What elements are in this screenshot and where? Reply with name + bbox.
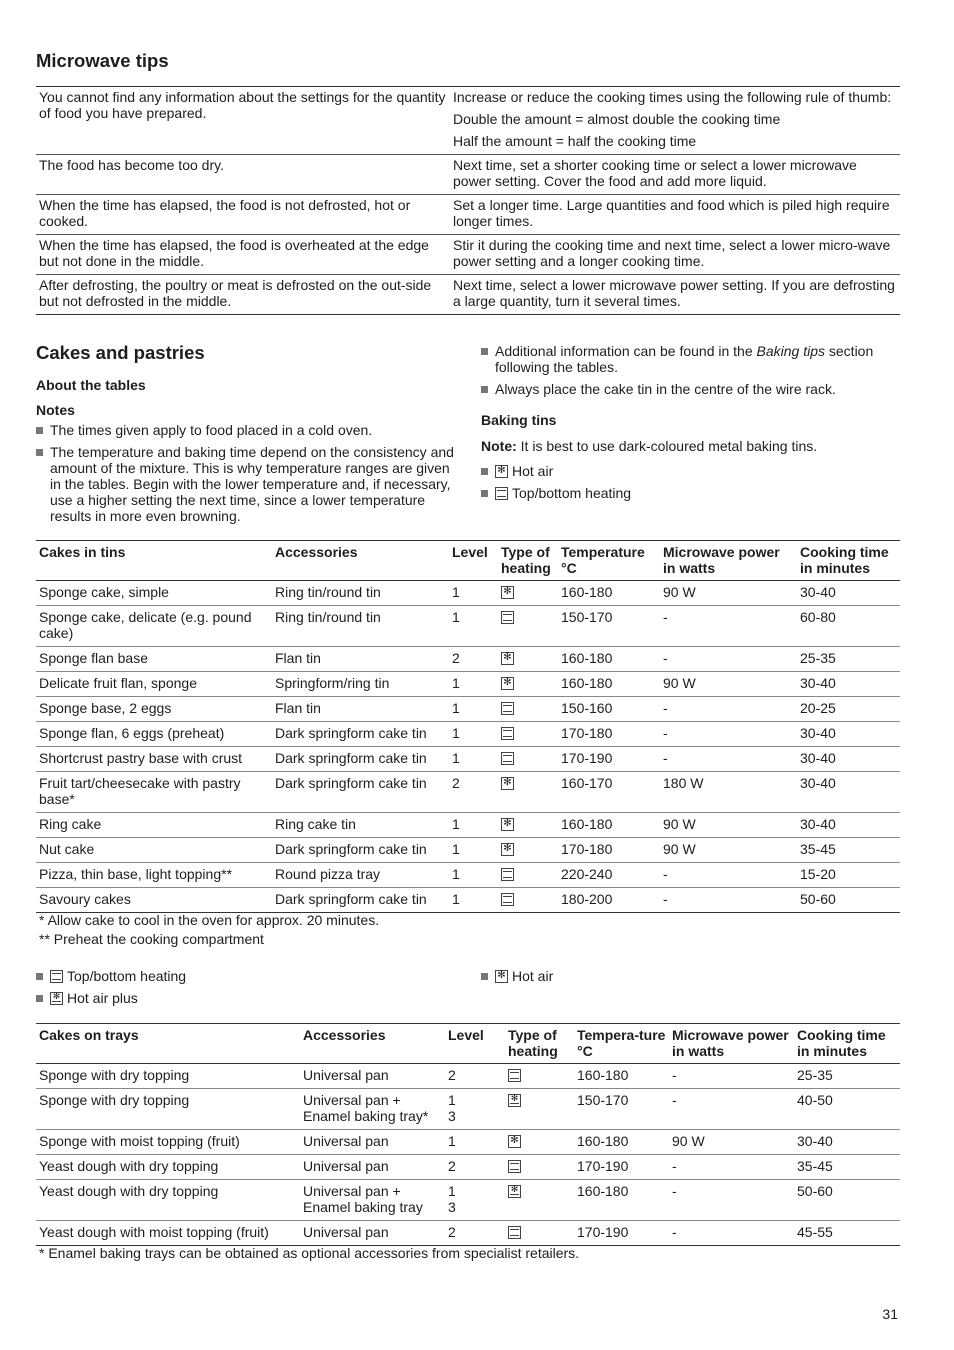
tip-advice <box>450 235 900 275</box>
level-cell: 1 3 <box>445 1180 505 1221</box>
hot-air-plus-icon <box>508 1094 521 1107</box>
accessories-cell: Ring tin/round tin <box>275 584 381 600</box>
cooking-time-cell: 30-40 <box>797 813 900 838</box>
top-bottom-heating-icon <box>508 1226 521 1239</box>
column-header: Type of heating <box>498 541 558 581</box>
level-cell: 1 <box>449 606 498 647</box>
level-cell: 1 <box>449 863 498 888</box>
top-bottom-heating-icon <box>508 1069 521 1082</box>
hot-air-icon <box>495 970 508 983</box>
temperature-cell: 150-170 <box>558 606 660 647</box>
cooking-time-cell: 50-60 <box>797 888 900 913</box>
cooking-time-cell: 40-50 <box>794 1089 900 1130</box>
note-line: Note: It is best to use dark-coloured metal baking tins. <box>481 438 818 454</box>
cake-name-cell: Sponge cake, simple <box>39 584 169 600</box>
table-row <box>36 1221 900 1246</box>
temperature-cell: 160-180 <box>558 813 660 838</box>
microwave-power-cell: - <box>660 747 797 772</box>
level-cell: 1 3 <box>445 1089 505 1130</box>
level-cell: 2 <box>448 1067 456 1083</box>
hot-air-plus-icon <box>50 992 63 1005</box>
cake-name-cell: Sponge base, 2 eggs <box>36 697 272 722</box>
cooking-time-cell: 30-40 <box>797 672 900 697</box>
cake-name-cell: Sponge cake, delicate (e.g. pound cake) <box>36 606 272 647</box>
microwave-power-cell: - <box>660 863 797 888</box>
hot-air-icon <box>501 777 514 790</box>
legend-top-bottom: Top/bottom heating <box>36 968 186 984</box>
cooking-time-cell: 35-45 <box>797 838 900 863</box>
heating-type-cell <box>498 581 558 606</box>
accessories-cell: Flan tin <box>272 697 449 722</box>
microwave-power-cell: - <box>660 606 797 647</box>
temperature-cell: 220-240 <box>558 863 660 888</box>
microwave-power-cell: - <box>669 1155 794 1180</box>
cooking-time-cell: 35-45 <box>794 1155 900 1180</box>
temperature-cell: 170-190 <box>574 1155 669 1180</box>
heating-legend-1 <box>481 463 631 507</box>
top-bottom-heating-icon <box>501 611 514 624</box>
table-row <box>36 722 900 747</box>
accessories-cell: Round pizza tray <box>272 863 449 888</box>
microwave-tips-heading: Microwave tips <box>36 50 169 71</box>
tips-row <box>36 155 900 195</box>
heating-type-cell <box>505 1089 574 1130</box>
cooking-time-cell: 30-40 <box>794 1130 900 1155</box>
tip-problem: When the time has elapsed, the food is not defrosted, hot or cooked. <box>36 195 450 235</box>
microwave-power-cell: 90 W <box>669 1130 794 1155</box>
table-row <box>36 1064 900 1089</box>
hot-air-icon <box>508 1135 521 1148</box>
accessories-cell: Universal pan <box>303 1067 389 1083</box>
cakes-on-trays-table <box>36 1023 900 1246</box>
column-header: Cakes in tins <box>36 541 272 581</box>
microwave-power-cell: 90 W <box>660 813 797 838</box>
page-number: 31 <box>882 1306 898 1322</box>
cake-name-cell: Savoury cakes <box>36 888 272 913</box>
table-row <box>36 697 900 722</box>
baking-tins-heading: Baking tins <box>481 412 557 428</box>
accessories-cell: Springform/ring tin <box>272 672 449 697</box>
tip-advice <box>450 195 900 235</box>
microwave-power-cell: - <box>660 697 797 722</box>
right-notes-list <box>481 343 900 403</box>
accessories-cell: Dark springform cake tin <box>272 888 449 913</box>
accessories-cell: Universal pan <box>300 1130 445 1155</box>
heating-type-cell <box>498 772 558 813</box>
table-row <box>36 772 900 813</box>
cakes-heading: Cakes and pastries <box>36 342 205 363</box>
temperature-cell: 160-180 <box>574 1130 669 1155</box>
level-cell: 1 <box>449 813 498 838</box>
cooking-time-cell: 30-40 <box>800 584 836 600</box>
table-row <box>36 606 900 647</box>
table-row <box>36 863 900 888</box>
level-cell: 1 <box>449 697 498 722</box>
table-row <box>36 747 900 772</box>
tip-problem: The food has become too dry. <box>36 155 450 195</box>
notes-heading: Notes <box>36 402 75 418</box>
column-header: Tempera-ture °C <box>574 1024 669 1064</box>
hot-air-plus-icon <box>508 1185 521 1198</box>
cake-name-cell: Sponge with moist topping (fruit) <box>36 1130 300 1155</box>
cake-name-cell: Sponge with dry topping <box>36 1089 300 1130</box>
heating-type-cell <box>498 647 558 672</box>
temperature-cell: 170-190 <box>574 1221 669 1246</box>
table-row <box>36 647 900 672</box>
heating-type-cell <box>498 863 558 888</box>
cake-name-cell: Yeast dough with dry topping <box>36 1180 300 1221</box>
accessories-cell: Dark springform cake tin <box>272 838 449 863</box>
top-bottom-heating-icon <box>501 893 514 906</box>
footnote: ** Preheat the cooking compartment <box>39 931 264 947</box>
tip-advice-line: Next time, set a shorter cooking time or select a lower microwave power setting. Cover the food and add more liquid. <box>453 157 857 189</box>
tip-problem: After defrosting, the poultry or meat is defrosted on the out-side but not defrosted in the middle. <box>36 275 450 315</box>
microwave-power-cell: - <box>660 888 797 913</box>
legend-hot-air-plus: ✻Hot air plus <box>36 990 186 1006</box>
level-cell: 2 <box>449 647 498 672</box>
temperature-cell: 180-200 <box>558 888 660 913</box>
microwave-power-cell: - <box>660 647 797 672</box>
heating-type-cell <box>505 1064 574 1089</box>
microwave-power-cell: 180 W <box>660 772 797 813</box>
top-bottom-heating-icon <box>495 487 508 500</box>
cakes-in-tins-table <box>36 540 900 913</box>
level-cell: 1 <box>452 584 460 600</box>
hot-air-icon <box>501 652 514 665</box>
temperature-cell: 150-170 <box>574 1089 669 1130</box>
legend-hot-air: ✻Hot air <box>481 968 553 984</box>
tip-advice-line: Stir it during the cooking time and next time, select a lower micro-wave power setting and a longer cooking time. <box>453 237 891 269</box>
cooking-time-cell: 15-20 <box>797 863 900 888</box>
tips-row <box>36 195 900 235</box>
about-tables-heading: About the tables <box>36 377 146 393</box>
temperature-cell: 160-170 <box>558 772 660 813</box>
temperature-cell: 160-180 <box>558 647 660 672</box>
microwave-power-cell: 90 W <box>660 838 797 863</box>
tips-row <box>36 235 900 275</box>
accessories-cell: Universal pan <box>300 1221 445 1246</box>
accessories-cell: Dark springform cake tin <box>272 772 449 813</box>
temperature-cell: 170-180 <box>558 722 660 747</box>
temperature-cell: 170-190 <box>558 747 660 772</box>
table-row <box>36 888 900 913</box>
column-header: Accessories <box>300 1024 445 1064</box>
cooking-time-cell: 60-80 <box>797 606 900 647</box>
level-cell: 1 <box>449 888 498 913</box>
heating-type-cell <box>498 697 558 722</box>
tip-advice-line: Increase or reduce the cooking times using the following rule of thumb: <box>453 89 892 105</box>
table-row <box>36 1130 900 1155</box>
heating-type-cell <box>505 1130 574 1155</box>
note-item-baking-tips: Additional information can be found in the Baking tips section following the tables. <box>481 343 900 375</box>
cake-name-cell: Ring cake <box>36 813 272 838</box>
accessories-cell: Universal pan <box>300 1155 445 1180</box>
column-header: Cooking time in minutes <box>794 1024 900 1064</box>
column-header: Cooking time in minutes <box>797 541 900 581</box>
accessories-cell: Flan tin <box>272 647 449 672</box>
cooking-time-cell: 45-55 <box>794 1221 900 1246</box>
column-header: Cakes on trays <box>36 1024 300 1064</box>
column-header: Level <box>445 1024 505 1064</box>
tips-row <box>36 87 900 155</box>
microwave-power-cell: - <box>672 1067 677 1083</box>
cake-name-cell: Sponge with dry topping <box>39 1067 190 1083</box>
cooking-time-cell: 30-40 <box>797 772 900 813</box>
hot-air-icon <box>501 818 514 831</box>
microwave-power-cell: 90 W <box>663 584 696 600</box>
tip-advice <box>450 275 900 315</box>
accessories-cell: Dark springform cake tin <box>272 747 449 772</box>
cake-name-cell: Sponge flan, 6 eggs (preheat) <box>36 722 272 747</box>
top-bottom-heating-icon <box>501 702 514 715</box>
table-row <box>36 1180 900 1221</box>
table-row <box>36 838 900 863</box>
level-cell: 2 <box>445 1221 505 1246</box>
cake-name-cell: Nut cake <box>36 838 272 863</box>
tip-advice-line: Set a longer time. Large quantities and food which is piled high require longer times. <box>453 197 890 229</box>
column-header: Level <box>449 541 498 581</box>
hot-air-icon <box>501 843 514 856</box>
tip-advice <box>450 155 900 195</box>
cooking-time-cell: 20-25 <box>797 697 900 722</box>
hot-air-icon <box>501 586 514 599</box>
cake-name-cell: Pizza, thin base, light topping** <box>36 863 272 888</box>
tip-advice-line: Double the amount = almost double the cooking time <box>453 111 781 127</box>
table-row <box>36 813 900 838</box>
accessories-cell: Ring cake tin <box>272 813 449 838</box>
legend-top-bottom: Top/bottom heating <box>481 485 631 501</box>
heating-type-cell <box>498 672 558 697</box>
cooking-time-cell: 25-35 <box>797 1067 833 1083</box>
tip-problem: You cannot find any information about the settings for the quantity of food you have prepared. <box>39 89 446 121</box>
column-header: Temperature °C <box>558 541 660 581</box>
cake-name-cell: Fruit tart/cheesecake with pastry base* <box>36 772 272 813</box>
heating-type-cell <box>505 1155 574 1180</box>
microwave-tips-table <box>36 86 900 315</box>
level-cell: 1 <box>449 672 498 697</box>
microwave-power-cell: - <box>669 1180 794 1221</box>
tip-advice-line: Next time, select a lower microwave power setting. If you are defrosting a large quantity, turn it several times. <box>453 277 895 309</box>
cake-name-cell: Yeast dough with moist topping (fruit) <box>36 1221 300 1246</box>
microwave-power-cell: - <box>669 1221 794 1246</box>
cake-name-cell: Sponge flan base <box>36 647 272 672</box>
temperature-cell: 160-180 <box>577 1067 629 1083</box>
microwave-power-cell: 90 W <box>660 672 797 697</box>
heating-type-cell <box>505 1180 574 1221</box>
microwave-power-cell: - <box>669 1089 794 1130</box>
heating-legend-3 <box>481 968 553 990</box>
temperature-cell: 160-180 <box>558 672 660 697</box>
level-cell: 2 <box>449 772 498 813</box>
accessories-cell: Ring tin/round tin <box>272 606 449 647</box>
temperature-cell: 160-180 <box>574 1180 669 1221</box>
tip-advice <box>450 87 900 155</box>
level-cell: 1 <box>449 747 498 772</box>
heating-type-cell <box>498 722 558 747</box>
heating-type-cell <box>498 888 558 913</box>
temperature-cell: 160-180 <box>561 584 613 600</box>
top-bottom-heating-icon <box>501 727 514 740</box>
cooking-time-cell: 30-40 <box>797 722 900 747</box>
baking-tips-reference: Baking tips <box>756 343 825 359</box>
note-item: Always place the cake tin in the centre of the wire rack. <box>481 381 900 397</box>
cake-name-cell: Delicate fruit flan, sponge <box>36 672 272 697</box>
heating-type-cell <box>498 747 558 772</box>
temperature-cell: 150-160 <box>558 697 660 722</box>
tips-row <box>36 275 900 315</box>
legend-hot-air: ✻Hot air <box>481 463 631 479</box>
level-cell: 1 <box>449 838 498 863</box>
top-bottom-heating-icon <box>501 868 514 881</box>
column-header: Type of heating <box>505 1024 574 1064</box>
column-header: Microwave power in watts <box>669 1024 794 1064</box>
accessories-cell: Dark springform cake tin <box>272 722 449 747</box>
top-bottom-heating-icon <box>50 970 63 983</box>
footnote: * Allow cake to cool in the oven for approx. 20 minutes. <box>39 912 380 928</box>
accessories-cell: Universal pan + Enamel baking tray* <box>300 1089 445 1130</box>
tip-advice-line: Half the amount = half the cooking time <box>453 133 697 149</box>
table-row <box>36 1089 900 1130</box>
accessories-cell: Universal pan + Enamel baking tray <box>300 1180 445 1221</box>
cooking-time-cell: 50-60 <box>794 1180 900 1221</box>
top-bottom-heating-icon <box>501 752 514 765</box>
level-cell: 2 <box>445 1155 505 1180</box>
cake-name-cell: Yeast dough with dry topping <box>36 1155 300 1180</box>
heating-type-cell <box>498 838 558 863</box>
hot-air-icon <box>501 677 514 690</box>
table1-footnotes <box>39 911 379 949</box>
level-cell: 1 <box>445 1130 505 1155</box>
level-cell: 1 <box>449 722 498 747</box>
microwave-power-cell: - <box>660 722 797 747</box>
cooking-time-cell: 30-40 <box>797 747 900 772</box>
table-row <box>36 672 900 697</box>
top-bottom-heating-icon <box>508 1160 521 1173</box>
cake-name-cell: Shortcrust pastry base with crust <box>36 747 272 772</box>
cooking-time-cell: 25-35 <box>797 647 900 672</box>
hot-air-icon <box>495 465 508 478</box>
heating-legend-2 <box>36 968 186 1012</box>
temperature-cell: 170-180 <box>558 838 660 863</box>
table-row <box>36 581 900 606</box>
tip-problem: When the time has elapsed, the food is overheated at the edge but not done in the middle. <box>36 235 450 275</box>
heating-type-cell <box>498 606 558 647</box>
heating-type-cell <box>498 813 558 838</box>
column-header: Microwave power in watts <box>660 541 797 581</box>
column-header: Accessories <box>272 541 449 581</box>
table2-footnote: * Enamel baking trays can be obtained as optional accessories from specialist retailers. <box>39 1245 580 1261</box>
table-row <box>36 1155 900 1180</box>
notes-list <box>36 422 454 530</box>
note-item: The temperature and baking time depend on the consistency and amount of the mixture. This is why temperature ranges are given in the tables. Begin with the lower temperature and, if necessary, use a higher setting the next time, since a lower temperature results in more even browning. <box>36 444 454 524</box>
heating-type-cell <box>505 1221 574 1246</box>
note-item: The times given apply to food placed in a cold oven. <box>36 422 454 438</box>
